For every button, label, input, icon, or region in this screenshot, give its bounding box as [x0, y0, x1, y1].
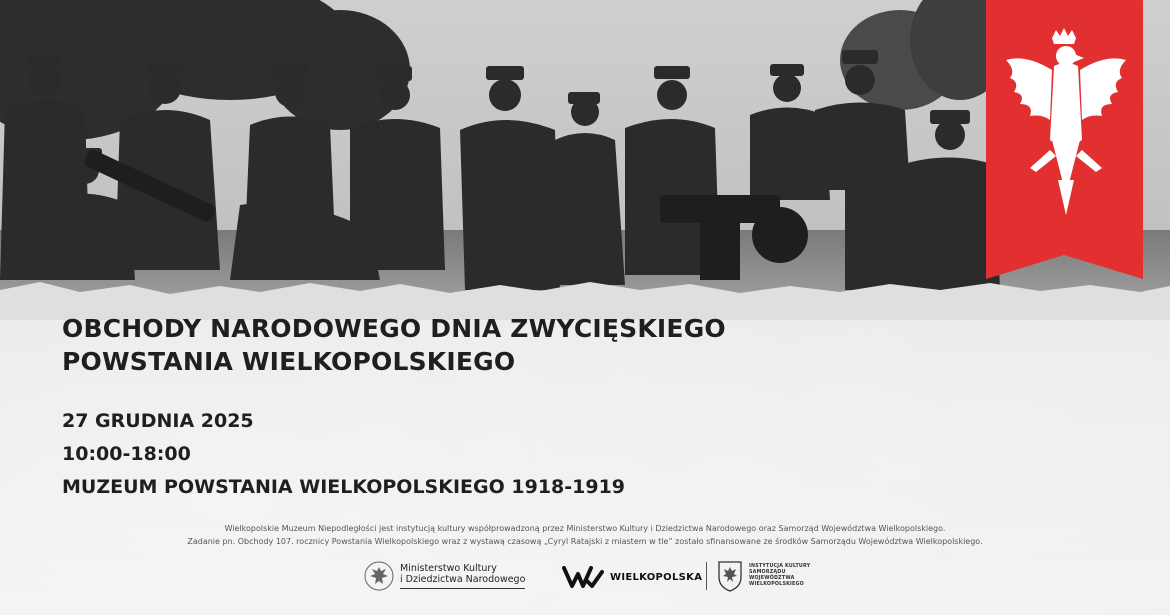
title-line-2: POWSTANIA WIELKOPOLSKIEGO [62, 347, 516, 376]
ministry-logo [364, 560, 525, 592]
event-date: 27 GRUDNIA 2025 [62, 410, 254, 432]
institution-line-1: INSTYTUCJA KULTURY [749, 564, 811, 569]
ministry-name-line-2: i Dziedzictwa Narodowego [400, 574, 526, 585]
logo-separator [706, 562, 707, 590]
institution-logo [716, 559, 810, 593]
footnote-line-1: Wielkopolskie Muzeum Niepodległości jest instytucją kultury współprowadzoną przez Ministerstwo Kultury i Dziedzictwa Narodowego oraz Samorząd Województwa Wielkopolskiego. [224, 524, 946, 533]
institution-line-3: WOJEWÓDZTWA [749, 576, 795, 581]
ministry-name-line-1: Ministerstwo Kultury [400, 563, 497, 574]
institution-line-4: WIELKOPOLSKIEGO [749, 582, 804, 587]
ministry-eagle-icon [364, 560, 394, 592]
event-title [62, 312, 922, 378]
wielkopolska-w-icon [562, 564, 604, 590]
title-line-1: OBCHODY NARODOWEGO DNIA ZWYCIĘSKIEGO [62, 314, 726, 343]
sponsor-logos [0, 556, 1170, 600]
event-info [62, 405, 625, 504]
event-time: 10:00-18:00 [62, 443, 191, 465]
flag-eagle-icon [986, 0, 1143, 279]
wielkopolska-logo [562, 564, 702, 590]
coat-of-arms-icon [716, 559, 744, 593]
footnote-line-2: Zadanie pn. Obchody 107. rocznicy Powstania Wielkopolskiego wraz z wystawą czasową „Cyryl Ratajski z miastem w tle” zostało sfinansowane ze środków Samorządu Województwa Wielkopolskiego. [187, 537, 983, 546]
funding-footnote [0, 522, 1170, 548]
region-name: WIELKOPOLSKA [610, 571, 703, 583]
institution-line-2: SAMORZĄDU [749, 570, 786, 575]
event-place: MUZEUM POWSTANIA WIELKOPOLSKIEGO 1918-1919 [62, 476, 626, 498]
